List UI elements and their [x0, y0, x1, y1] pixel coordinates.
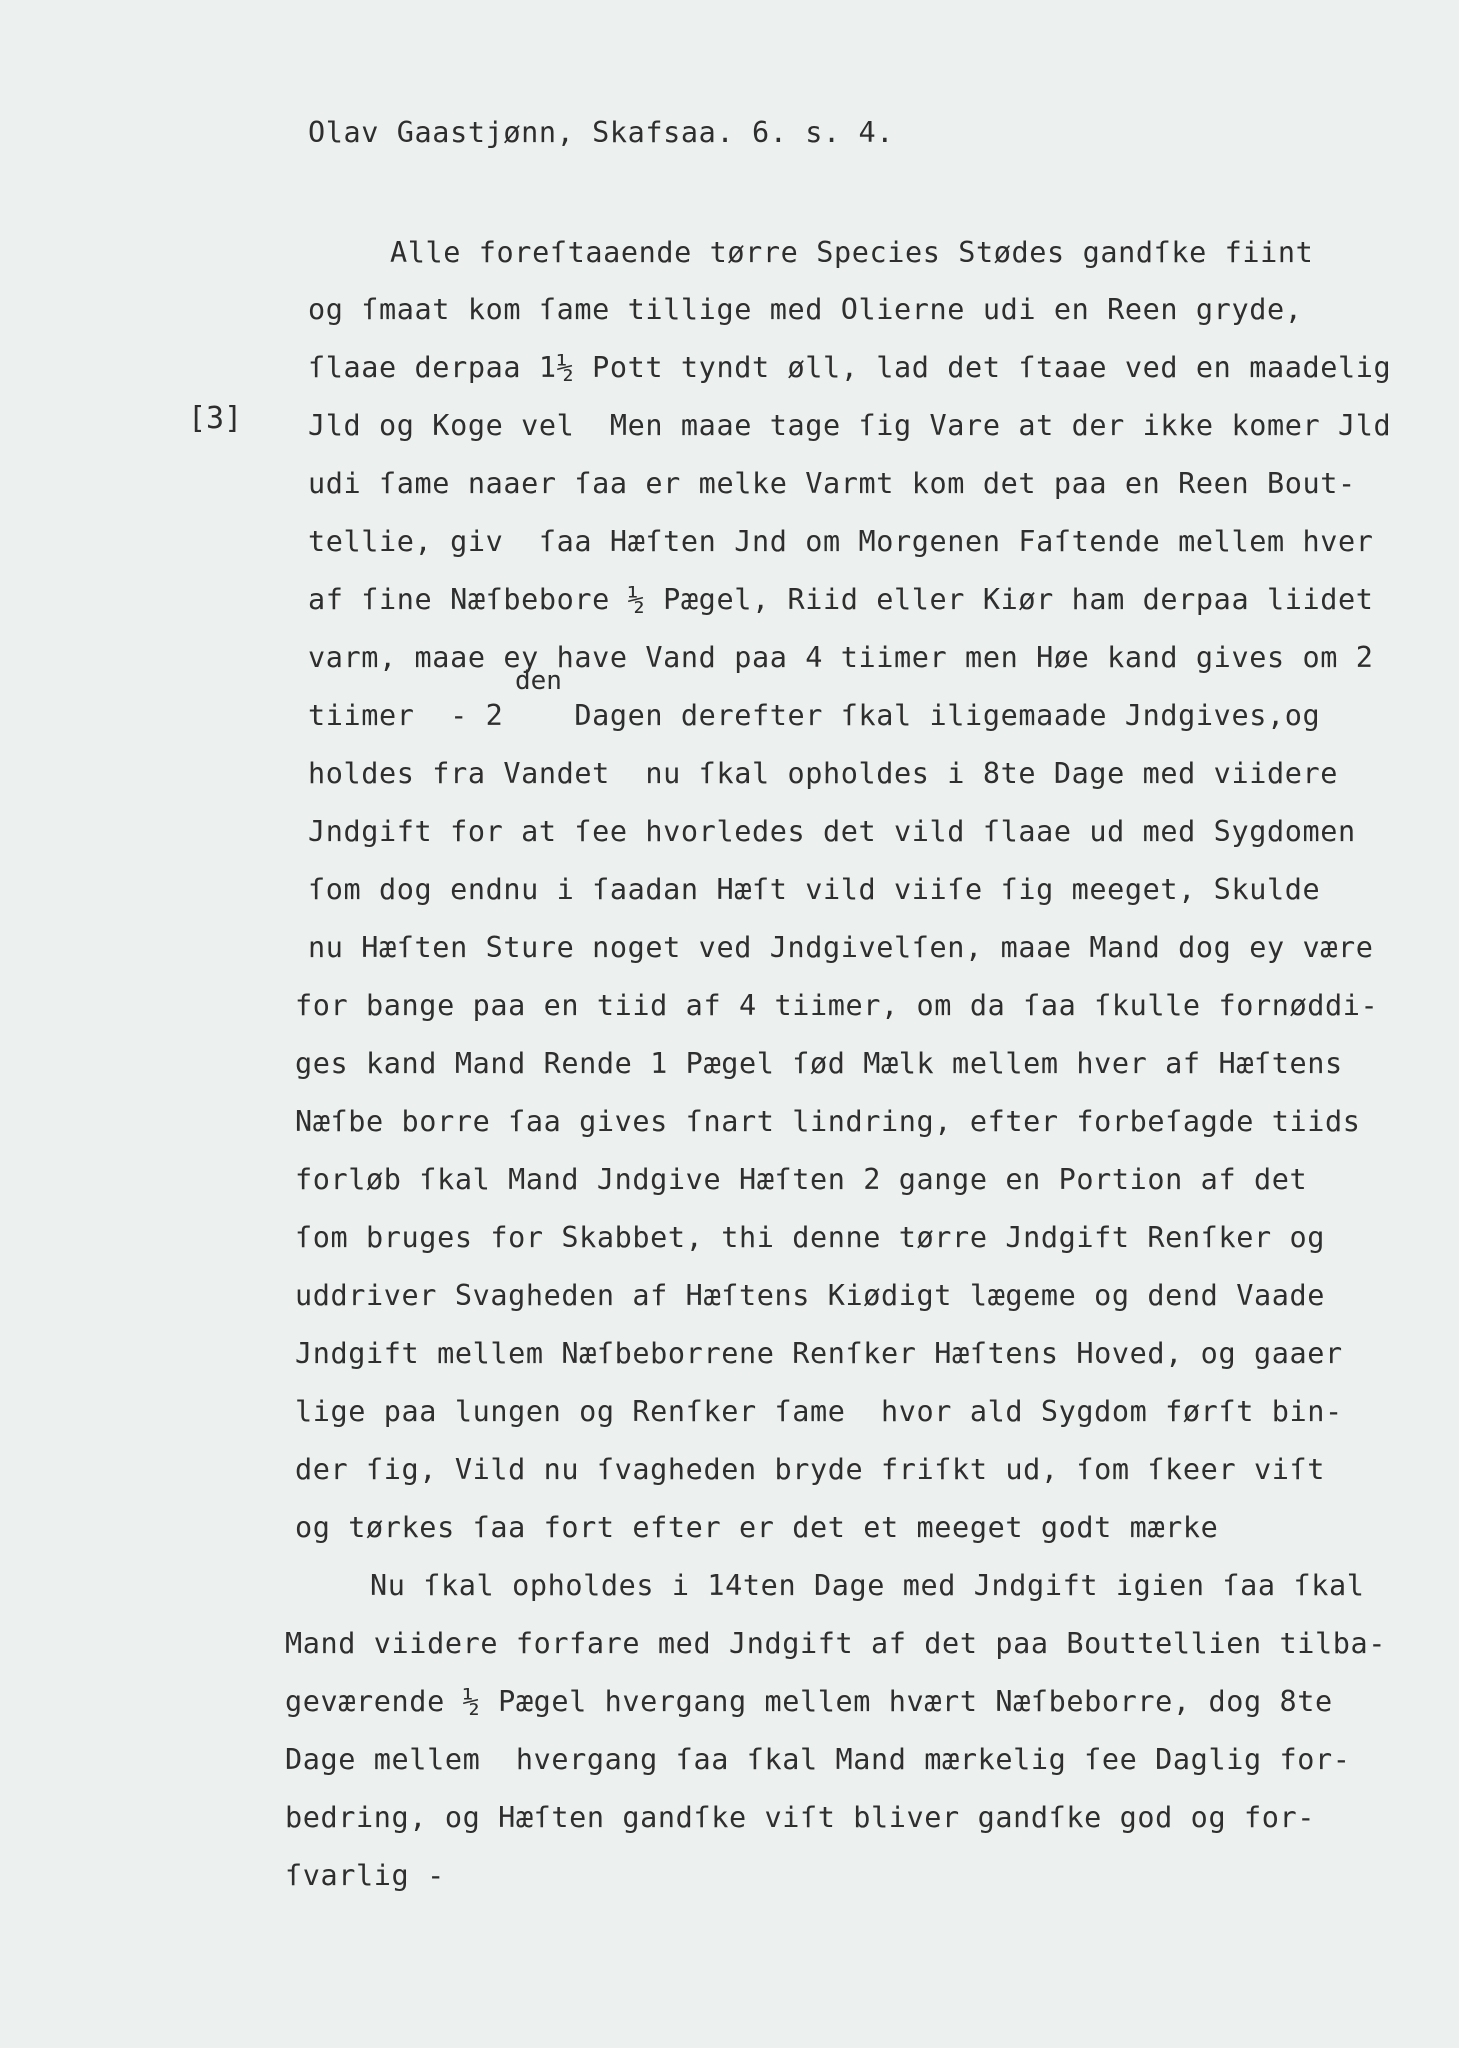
text-line: lige paa lungen og Renſker ſame hvor ald Sygdom førſt bin-	[295, 1395, 1343, 1428]
text-line: tiimer - 2 Dagen derefter ſkal iligemaade Jndgives,og	[308, 699, 1321, 732]
document-header: Olav Gaastjønn, Skafsaa. 6. s. 4.	[308, 116, 895, 149]
superscript-den: den	[515, 666, 562, 696]
text-line: bedring, og Hæſten gandſke viſt bliver gandſke god og for-	[285, 1801, 1315, 1834]
text-line: og tørkes ſaa fort efter er det et meeget godt mærke	[295, 1511, 1219, 1544]
text-line: ges kand Mand Rende 1 Pægel ſød Mælk mellem hver af Hæſtens	[295, 1047, 1343, 1080]
text-line: af ſine Næſbebore ½ Pægel, Riid eller Kiør ham derpaa liidet	[308, 583, 1374, 616]
text-line: Mand viidere forfare med Jndgift af det paa Bouttellien tilba-	[285, 1627, 1387, 1660]
text-line: ſom bruges for Skabbet, thi denne tørre Jndgift Renſker og	[295, 1221, 1325, 1254]
text-line: geværende ½ Pægel hvergang mellem hvært Næſbeborre, dog 8te	[285, 1685, 1333, 1718]
text-line: Jndgift mellem Næſbeborrene Renſker Hæſtens Hoved, og gaaer	[295, 1337, 1343, 1370]
text-line: Jndgift for at ſee hvorledes det vild ſlaae ud med Sygdomen	[308, 815, 1356, 848]
text-line: Nu ſkal opholdes i 14ten Dage med Jndgift igien ſaa ſkal	[370, 1569, 1365, 1602]
text-line: ſom dog endnu i ſaadan Hæſt vild viiſe ſig meeget, Skulde	[308, 873, 1321, 906]
text-line: Næſbe borre ſaa gives ſnart lindring, efter forbeſagde tiids	[295, 1105, 1361, 1138]
text-line: Dage mellem hvergang ſaa ſkal Mand mærkelig ſee Daglig for-	[285, 1743, 1351, 1776]
text-line: Jld og Koge vel Men maae tage ſig Vare at der ikke komer Jld	[308, 409, 1392, 442]
text-line: forløb ſkal Mand Jndgive Hæſten 2 gange en Portion af det	[295, 1163, 1308, 1196]
margin-note: [3]	[188, 401, 243, 436]
text-line: for bange paa en tiid af 4 tiimer, om da ſaa ſkulle fornøddi-	[295, 989, 1379, 1022]
text-line: holdes fra Vandet nu ſkal opholdes i 8te Dage med viidere	[308, 757, 1338, 790]
text-line: uddriver Svagheden af Hæſtens Kiødigt lægeme og dend Vaade	[295, 1279, 1325, 1312]
text-line: og ſmaat kom ſame tillige med Olierne udi en Reen gryde,	[308, 293, 1303, 326]
text-line: udi ſame naaer ſaa er melke Varmt kom det paa en Reen Bout-	[308, 467, 1356, 500]
text-line: varm, maae ey have Vand paa 4 tiimer men Høe kand gives om 2	[308, 641, 1374, 674]
text-line: ſvarlig -	[285, 1859, 445, 1892]
text-line: der ſig, Vild nu ſvagheden bryde friſkt ud, ſom ſkeer viſt	[295, 1453, 1325, 1486]
text-line: tellie, giv ſaa Hæſten Jnd om Morgenen Faſtende mellem hver	[308, 525, 1374, 558]
text-line: Alle foreſtaaende tørre Species Stødes gandſke fiint	[390, 236, 1314, 269]
text-line: ſlaae derpaa 1½ Pott tyndt øll, lad det ſtaae ved en maadelig	[308, 351, 1392, 384]
text-line: nu Hæſten Sture noget ved Jndgivelſen, maae Mand dog ey være	[308, 931, 1374, 964]
